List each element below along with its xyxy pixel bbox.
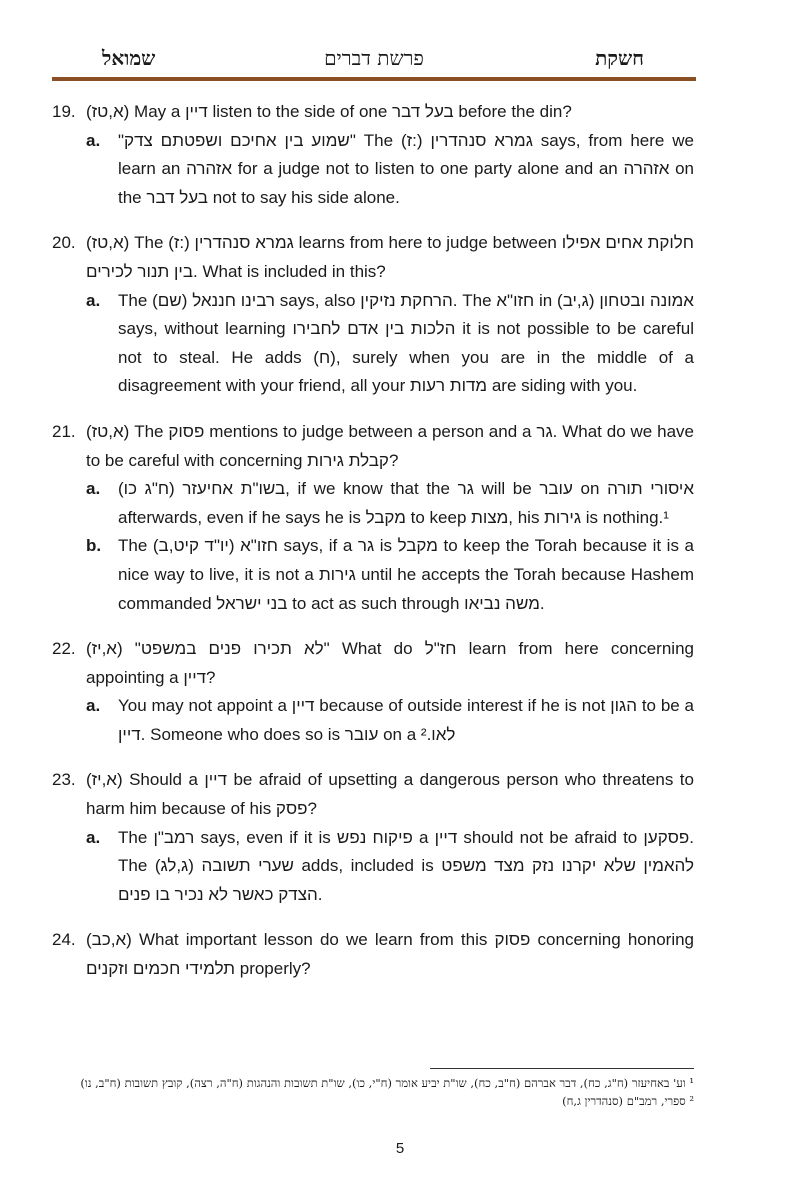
answer-text: The (יו"ד קיט,ב) חזו"א says, if a גר is מקבל to keep the Torah because it is a nice way to live, it is not a גירות until he accepts the Torah because Hashem commanded בני ישראל to act as such through משה נביאו. [118,536,694,613]
answer-label: a. [86,827,101,847]
footnotes [52,1074,694,1110]
header-rule [52,77,696,81]
answer-item [86,287,694,401]
questions-list [52,98,694,1001]
question-line [52,766,694,823]
answer-label: b. [86,536,102,556]
answer-text: "שמוע בין אחיכם ושפטתם צדק" The (ז:) גמרא סנהדרין says, from here we learn an אזהרה for a judge not to listen to one party alone and an אזהרה on the בעל דבר not to say his side alone. [118,130,695,207]
question-line [52,98,694,127]
question-number: 24. [52,930,76,950]
question-number: 21. [52,421,76,441]
question-text: (א,טז) May a דיין listen to the side of one בעל דבר before the din? [86,102,572,121]
footnote: ² ספרי, רמב"ם (סנהדרין ג,ח) [562,1094,694,1108]
question-line [52,229,694,286]
question-item [52,418,694,618]
question-item [52,635,694,749]
answer-text: The (שם) רבינו חננאל says, also הרחקת נזיקין. The חזו"א in אמונה ובטחון (ג,יב) says, without learning הלכות בין אדם לחבירו it is not possible to be careful not to steal. He adds (ח), surely when you are in the middle of a disagreement with your friend, all your מדות רעות are siding with you. [118,290,694,396]
page-header [52,40,696,74]
question-number: 20. [52,233,76,253]
question-line [52,635,694,692]
question-number: 19. [52,102,76,121]
question-item [52,229,694,401]
question-number: 23. [52,770,76,790]
answer-item [86,824,694,910]
question-text: (א,טז) The (ז:) גמרא סנהדרין learns from here to judge between חלוקת אחים אפילו בין תנור לכירים. What is included in this? [86,233,694,281]
header-center: פרשת דברים [324,46,424,70]
question-line [52,926,694,983]
answer-label: a. [86,479,101,499]
footnote: ¹ וע' באחיעזר (ח"ג, כח), דבר אברהם (ח"ב, כח), שו"ת יביע אומר (ח"י, כו), שו"ת תשובות והנהגות (ח"ה, רצה), קובץ תשובות (ח"ב, נו) [80,1076,694,1090]
question-text: (א,כב) What important lesson do we learn from this פסוק concerning honoring תלמידי חכמים וזקנים properly? [86,930,695,979]
answer-text: בשו"ת אחיעזר (ח"ג כו), if we know that the גר will be עובר on איסורי תורה afterwards, even if he says he is מקבל to keep מצות, his גירות is nothing.¹ [118,479,695,527]
question-item [52,926,694,983]
question-text: (א,טז) The פסוק mentions to judge between a person and a גר. What do we have to be careful with concerning קבלת גירות? [86,421,694,470]
answer-text: The רמב"ן says, even if it is פיקוח נפש a דיין should not be afraid to פסקען. The (ג,לג) שערי תשובה adds, included is להאמין שלא יקרנו נזק מצד משפט הצדק כאשר לא נכיר בו פנים. [118,827,694,904]
question-number: 22. [52,639,76,659]
answer-label: a. [86,696,101,716]
answer-label: a. [86,130,101,150]
question-item [52,766,694,909]
answer-item [86,475,694,532]
page-number: 5 [395,1140,405,1157]
footnote-rule [430,1068,694,1069]
question-text: (א,יז) Should a דיין be afraid of upsetting a dangerous person who threatens to harm him because of his פסק? [86,770,694,819]
answer-text: You may not appoint a דיין because of outside interest if he is not הגון to be a דיין. Someone who does so is עובר on a לאו.² [118,696,695,744]
answer-item [86,127,694,213]
answer-label: a. [86,290,101,310]
header-right: חשקת [595,46,644,70]
question-line [52,418,694,475]
question-item [52,98,694,212]
answer-item [86,532,694,618]
answer-item [86,692,694,749]
question-text: (א,יז) "לא תכירו פנים במשפט" What do חז"ל learn from here concerning appointing a דיין? [86,639,694,687]
header-left: שמואל [102,46,156,70]
